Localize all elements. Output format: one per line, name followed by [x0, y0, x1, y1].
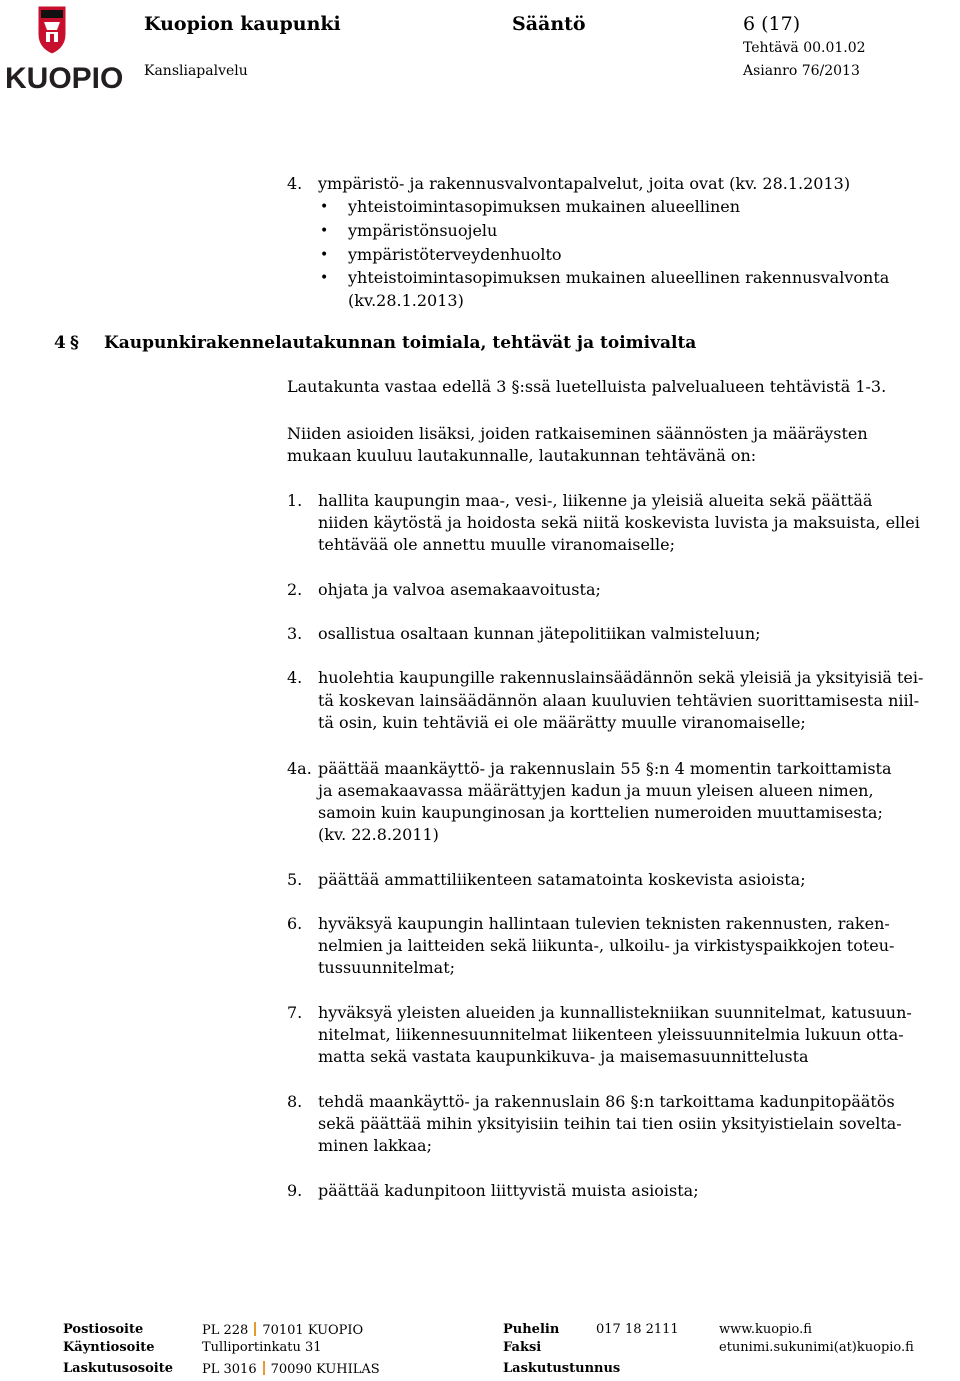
organization-name: Kuopion kaupunki [144, 13, 341, 35]
section-number: 4 [54, 333, 66, 353]
bullet-icon: • [320, 247, 329, 263]
section-paragraph-2-line-1: Niiden asioiden lisäksi, joiden ratkaiseminen säännösten ja määräysten [287, 424, 868, 443]
item-line: (kv. 22.8.2011) [318, 825, 439, 844]
footer-label: Faksi [503, 1340, 542, 1355]
item-line: päättää kadunpitoon liittyvistä muista asioista; [318, 1181, 699, 1200]
footer-label: Postiosoite [63, 1322, 144, 1337]
coat-of-arms-icon [38, 6, 66, 54]
item-number: 3. [287, 624, 303, 643]
footer-label: Käyntiosoite [63, 1340, 155, 1355]
item-line: ja asemakaavassa määrättyjen kadun ja muun yleisen alueen nimen, [318, 781, 874, 800]
item-line: hallita kaupungin maa-, vesi-, liikenne ja yleisiä alueita sekä päättää [318, 491, 873, 510]
intro-number: 4. [287, 174, 303, 193]
item-number: 7. [287, 1003, 303, 1022]
kuopio-logo [4, 4, 124, 96]
footer-email-link[interactable]: etunimi.sukunimi(at)kuopio.fi [719, 1340, 914, 1355]
bullet-item: yhteistoimintasopimuksen mukainen alueellinen rakennusvalvonta [348, 268, 890, 287]
footer-phone: 017 18 2111 [596, 1322, 679, 1337]
item-number: 2. [287, 580, 303, 599]
item-line: päättää maankäyttö- ja rakennuslain 55 §:n 4 momentin tarkoittamista [318, 759, 892, 778]
item-number: 1. [287, 491, 303, 510]
item-number: 9. [287, 1181, 303, 1200]
page-number: 6 (17) [743, 13, 801, 35]
item-line: huolehtia kaupungille rakennuslainsäädännön sekä yleisiä ja yksityisiä tei- [318, 668, 924, 687]
section-paragraph-2-line-2: mukaan kuuluu lautakunnalle, lautakunnan tehtävänä on: [287, 446, 757, 465]
item-line: minen lakkaa; [318, 1136, 432, 1155]
task-code: Tehtävä 00.01.02 [743, 40, 866, 56]
bullet-icon: • [320, 199, 329, 215]
item-line: tä koskevan lainsäädännön alaan kuuluvien tehtävien suorittamisesta niil- [318, 691, 920, 710]
item-line: tehtävää ole annettu muulle viranomaiselle; [318, 535, 675, 554]
item-line: tä osin, kuin tehtäviä ei ole määrätty muulle viranomaiselle; [318, 713, 806, 732]
footer-postal-address: PL 228 70101 KUOPIO [202, 1323, 364, 1338]
section-paragraph-1: Lautakunta vastaa edellä 3 §:ssä luetelluista palvelualueen tehtävistä 1-3. [287, 377, 887, 396]
bullet-item: ympäristöterveydenhuolto [348, 245, 562, 264]
item-line: tehdä maankäyttö- ja rakennuslain 86 §:n tarkoittama kadunpitopäätös [318, 1092, 895, 1111]
item-number: 6. [287, 914, 303, 933]
bullet-continuation: (kv.28.1.2013) [348, 291, 464, 310]
footer-label: Puhelin [503, 1322, 560, 1337]
footer-label: Laskutusosoite [63, 1361, 173, 1376]
intro-text: ympäristö- ja rakennusvalvontapalvelut, joita ovat (kv. 28.1.2013) [318, 174, 851, 193]
item-line: ohjata ja valvoa asemakaavoitusta; [318, 580, 601, 599]
item-number: 5. [287, 870, 303, 889]
item-line: hyväksyä kaupungin hallintaan tulevien teknisten rakennusten, raken- [318, 914, 890, 933]
logo-wordmark: KUOPIO [5, 62, 124, 95]
footer-visit-address: Tulliportinkatu 31 [202, 1340, 322, 1355]
case-number: Asianro 76/2013 [743, 63, 860, 79]
item-line: sekä päättää mihin yksityisiin teihin tai tien osiin yksityistielain sovelta- [318, 1114, 902, 1133]
section-title: Kaupunkirakennelautakunnan toimiala, tehtävät ja toimivalta [104, 333, 697, 353]
item-line: nelmien ja laitteiden sekä liikunta-, ulkoilu- ja virkistyspaikkojen toteu- [318, 936, 895, 955]
item-number: 4a. [287, 759, 312, 778]
item-line: niiden käytöstä ja hoidosta sekä niitä koskevista luvista ja maksuista, ellei [318, 513, 920, 532]
item-line: matta sekä vastata kaupunkikuva- ja maisemasuunnittelusta [318, 1047, 809, 1066]
bullet-item: ympäristönsuojelu [348, 221, 498, 240]
footer-separator [254, 1322, 256, 1336]
item-line: nitelmat, liikennesuunnitelmat liikenteen yleissuunnitelmia lukuun otta- [318, 1025, 904, 1044]
footer-website-link[interactable]: www.kuopio.fi [719, 1322, 812, 1337]
item-line: hyväksyä yleisten alueiden ja kunnallistekniikan suunnitelmat, katusuun- [318, 1003, 912, 1022]
section-symbol: § [70, 333, 79, 353]
footer-billing-address: PL 3016 70090 KUHILAS [202, 1362, 380, 1377]
footer-label: Laskutustunnus [503, 1361, 621, 1376]
item-number: 4. [287, 668, 303, 687]
bullet-icon: • [320, 270, 329, 286]
bullet-item: yhteistoimintasopimuksen mukainen alueellinen [348, 197, 741, 216]
item-line: osallistua osaltaan kunnan jätepolitiikan valmisteluun; [318, 624, 761, 643]
department: Kansliapalvelu [144, 63, 248, 79]
item-number: 8. [287, 1092, 303, 1111]
document-type: Sääntö [512, 13, 586, 35]
footer-separator [263, 1361, 265, 1375]
item-line: samoin kuin kaupunginosan ja korttelien numeroiden muuttamisesta; [318, 803, 883, 822]
item-line: päättää ammattiliikenteen satamatointa koskevista asioista; [318, 870, 806, 889]
bullet-icon: • [320, 223, 329, 239]
item-line: tussuunnitelmat; [318, 958, 456, 977]
